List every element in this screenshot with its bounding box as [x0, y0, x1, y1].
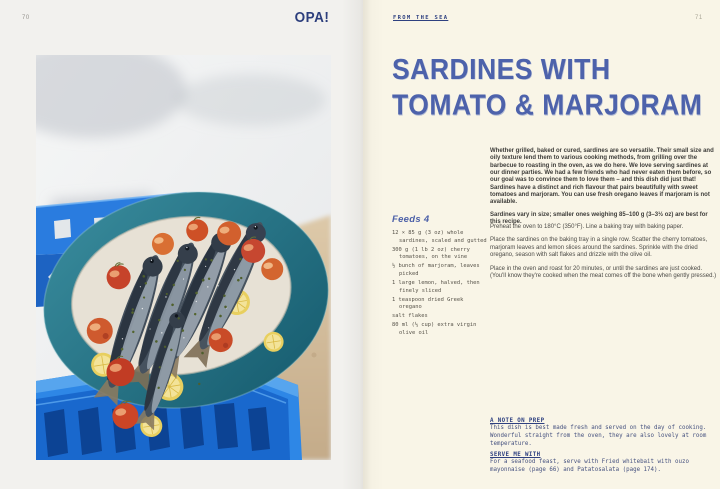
ingredient-item: 1 teaspoon dried Greek oregano [392, 296, 464, 311]
intro-paragraph: Whether grilled, baked or cured, sardines are so versatile. Their small size and oily texture lend them to various cooking methods, from grilling over the barbecue to roasting in the oven, as we do here. We love serving sardines at our dinner parties. We had a few friends who had never eaten them before, so our goal was to convince them to love them – and this dish did just that! Sardines have a distinct and rich flavour that pairs beautifully with sweet tomatoes and marjoram. You can use fresh oregano leaves if marjoram is not available. [490, 148, 714, 206]
ingredient-item: 12 × 85 g (3 oz) whole sardines, scaled and gutted [392, 230, 487, 244]
method-steps [490, 224, 717, 287]
note-heading: SERVE ME WITH [490, 452, 541, 459]
page-number-left: 70 [22, 15, 30, 21]
method-step: Place the sardines on the baking tray in a single row. Scatter the cherry tomatoes, marjoram leaves and lemon slices around the sardines. Sprinkle with the dried oregano, season with salt flakes and drizzle with the olive oil. [490, 237, 708, 259]
recipe-title [392, 52, 718, 123]
book-title-header: OPA! [294, 9, 330, 26]
method-step: Place in the oven and roast for 20 minutes, or until the sardines are just cooked. (You'll know they're cooked when the meat comes off the bone when gently pressed.) [490, 265, 717, 280]
ingredient-item: 1 large lemon, halved, then finely sliced [392, 279, 480, 294]
note-serve [490, 452, 719, 475]
feeds-label: Feeds 4 [392, 214, 430, 225]
note-prep [490, 418, 719, 448]
recipe-intro [490, 148, 717, 231]
dish-photo [36, 55, 331, 460]
chapter-header: FROM THE SEA [393, 15, 449, 21]
ingredient-item: ½ bunch of marjoram, leaves picked [392, 263, 480, 278]
note-heading: A NOTE ON PREP [490, 418, 545, 424]
intro-size-note: Sardines vary in size; smaller ones weighing 85–100 g (3–3½ oz) are best for this recipe. [490, 211, 708, 225]
dish-photo-illustration [36, 55, 331, 460]
ingredient-item: 300 g (1 lb 2 oz) cherry tomatoes, on the vine [392, 246, 470, 261]
notes-panel [490, 418, 719, 479]
page-number-right: 71 [695, 15, 703, 21]
recipe-title-line2: TOMATO & MARJORAM [392, 88, 703, 122]
note-body: For a seafood feast, serve with Fried whitebait with ouzo mayonnaise (page 66) and Patatosalata (page 174). [490, 459, 689, 474]
ingredient-item: salt flakes [392, 313, 428, 320]
ingredient-item: 80 ml (⅓ cup) extra virgin olive oil [392, 322, 477, 336]
ingredients-panel [392, 214, 489, 339]
recipe-title-line1: SARDINES WITH [392, 53, 611, 86]
note-body: This dish is best made fresh and served on the day of cooking. Wonderful straight from the oven, they are also lovely at room temperature. [490, 425, 707, 447]
method-step: Preheat the oven to 180°C (350°F). Line a baking tray with baking paper. [490, 224, 684, 230]
